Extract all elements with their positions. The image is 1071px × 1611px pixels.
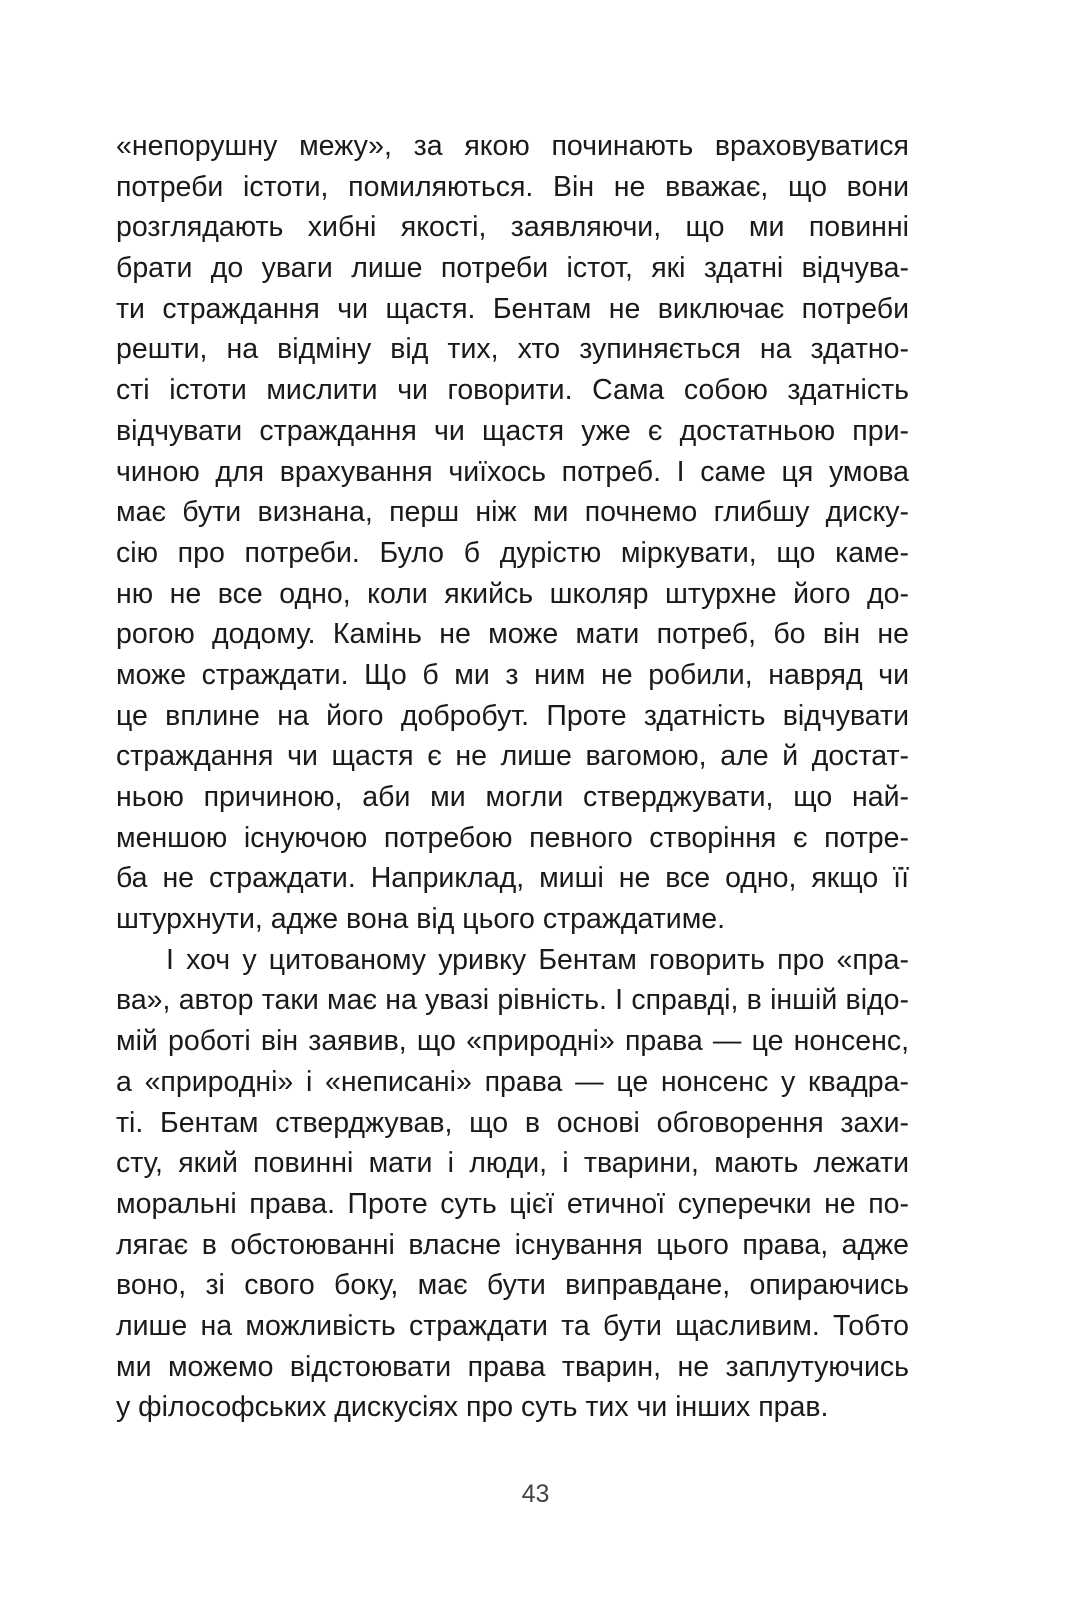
paragraph-2 bbox=[116, 940, 909, 1428]
text-line: мій роботі він заявив, що «природні» права — це нонсенс, bbox=[116, 1025, 909, 1058]
text-line: чиною для врахування чиїхось потреб. І саме ця умова bbox=[116, 455, 909, 488]
text-line: ті. Бентам стверджував, що в основі обговорення захи- bbox=[116, 1106, 909, 1139]
text-line: І хоч у цитованому уривку Бентам говорить про «пра- bbox=[166, 943, 909, 976]
text-line: ба не страждати. Наприклад, миші не все одно, якщо її bbox=[116, 862, 909, 895]
text-line: страждання чи щастя є не лише вагомою, але й достат- bbox=[116, 740, 909, 773]
text-line: ва», автор таки має на увазі рівність. І справді, в іншій відо- bbox=[116, 984, 909, 1017]
text-line: ньою причиною, аби ми могли стверджувати, що най- bbox=[116, 781, 909, 813]
paragraph-1 bbox=[116, 126, 909, 940]
text-line: потреби істоти, помиляються. Він не вважає, що вони bbox=[116, 170, 909, 203]
text-line: штурхнути, адже вона від цього страждатиме. bbox=[116, 903, 726, 936]
text-line: сті істоти мислити чи говорити. Сама собою здатність bbox=[116, 374, 909, 407]
text-line: розглядають хибні якості, заявляючи, що ми повинні bbox=[116, 211, 909, 244]
text-line: воно, зі свого боку, має бути виправдане, опираючись bbox=[116, 1269, 909, 1302]
text-line: рогою додому. Камінь не може мати потреб, бо він не bbox=[116, 618, 909, 651]
text-line: решти, на відміну від тих, хто зупиняється на здатно- bbox=[116, 333, 909, 366]
text-line: ти страждання чи щастя. Бентам не виключає потреби bbox=[116, 292, 909, 325]
text-line: ню не все одно, коли якийсь школяр штурхне його до- bbox=[116, 577, 909, 610]
page-number: 43 bbox=[521, 1480, 550, 1508]
text-line: має бути визнана, перш ніж ми почнемо глибшу диску- bbox=[116, 496, 909, 529]
text-line: у філософських дискусіях про суть тих чи інших прав. bbox=[116, 1391, 829, 1424]
text-line: може страждати. Що б ми з ним не робили, навряд чи bbox=[116, 658, 909, 691]
text-line: лягає в обстоюванні власне існування цього права, адже bbox=[116, 1228, 909, 1261]
text-line: лише на можливість страждати та бути щасливим. Тобто bbox=[116, 1309, 909, 1342]
text-line: меншою існуючою потребою певного створіння є потре- bbox=[116, 821, 909, 854]
text-line: «непорушну межу», за якою починають враховуватися bbox=[116, 130, 909, 162]
text-line: відчувати страждання чи щастя уже є достатньою при- bbox=[116, 414, 909, 447]
text-line: а «природні» і «неписані» права — це нонсенс у квадра- bbox=[116, 1065, 909, 1098]
body-text bbox=[116, 126, 909, 1428]
text-line: моральні права. Проте суть цієї етичної суперечки не по- bbox=[116, 1187, 909, 1220]
text-line: брати до уваги лише потреби істот, які здатні відчува- bbox=[116, 252, 909, 285]
text-line: це вплине на його добробут. Проте здатність відчувати bbox=[116, 699, 909, 732]
text-line: сію про потреби. Було б дурістю міркувати, що каме- bbox=[116, 536, 909, 569]
text-line: сту, який повинні мати і люди, і тварини, мають лежати bbox=[116, 1147, 909, 1180]
text-line: ми можемо відстоювати права тварин, не заплутуючись bbox=[116, 1350, 909, 1383]
